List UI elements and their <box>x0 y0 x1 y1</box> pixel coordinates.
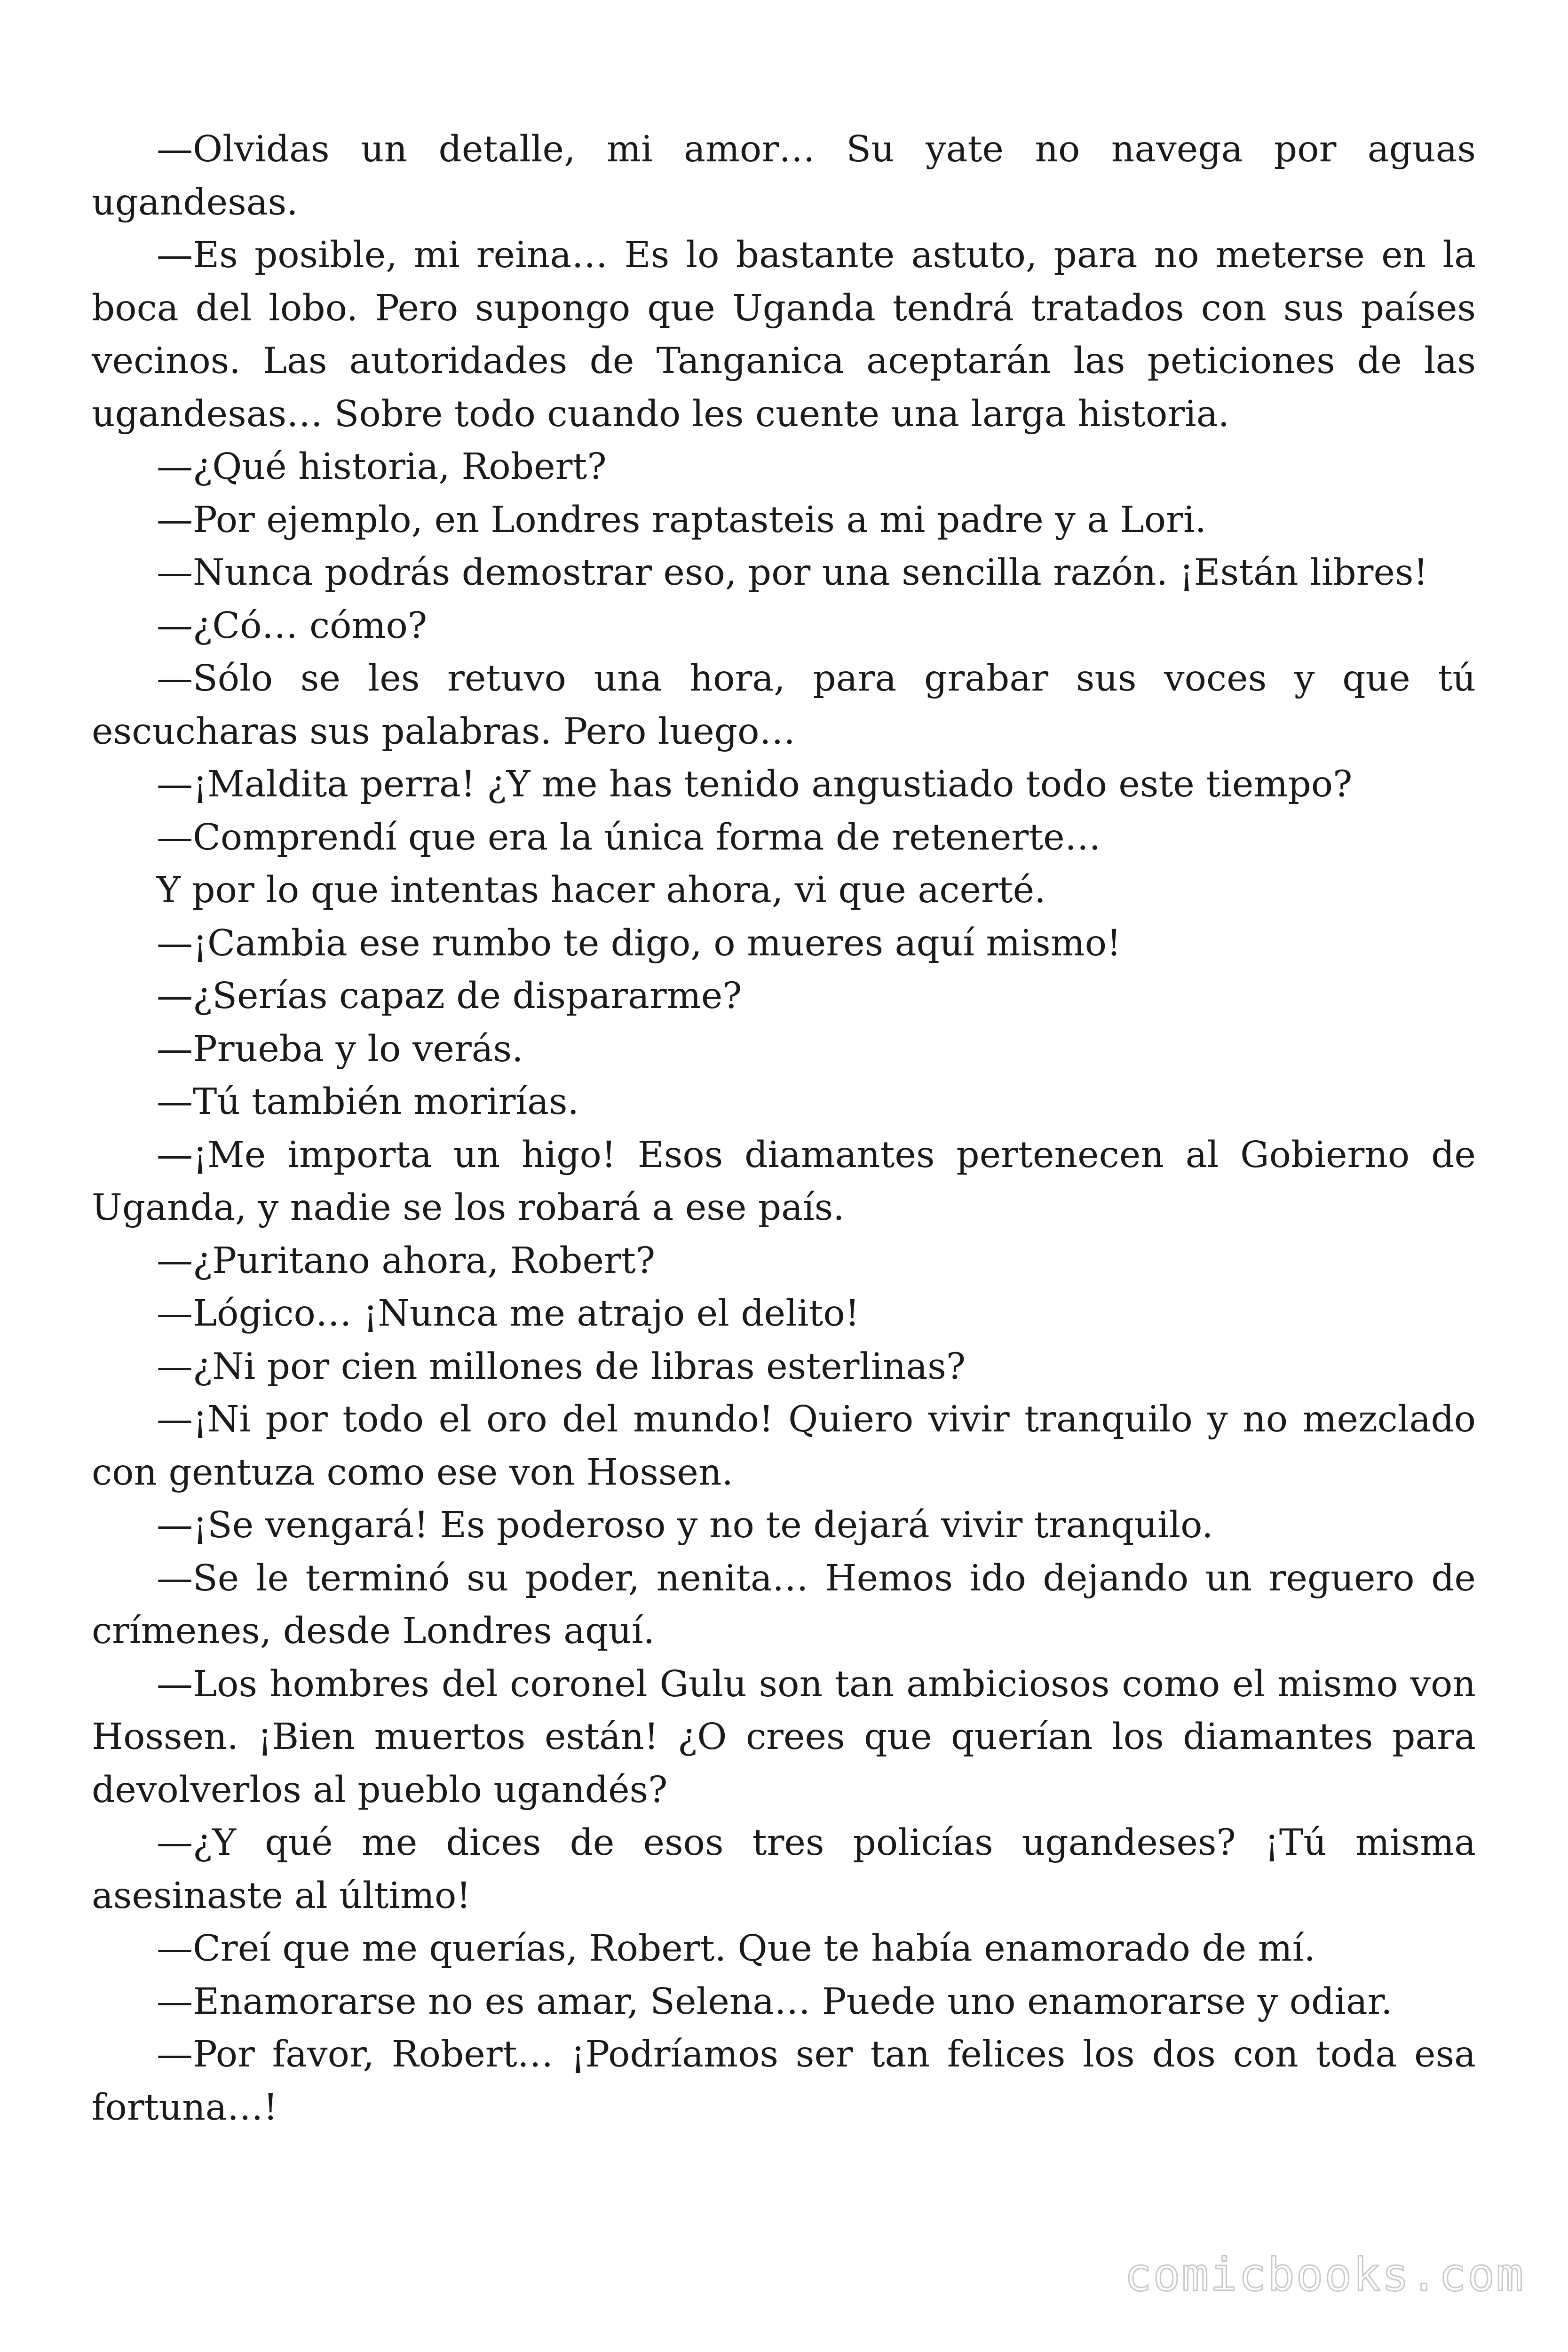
paragraph: —¡Cambia ese rumbo te digo, o mueres aquí mismo! <box>157 922 1121 964</box>
paragraph: —Por ejemplo, en Londres raptasteis a mi padre y a Lori. <box>157 499 1207 541</box>
paragraph: —¿Y qué me dices de esos tres policías ugandeses? ¡Tú misma asesinaste al último! <box>92 1822 1476 1917</box>
paragraph: —¿Puritano ahora, Robert? <box>157 1240 656 1282</box>
paragraph: —Comprendí que era la única forma de retenerte… <box>157 816 1101 858</box>
paragraph: —Prueba y lo verás. <box>157 1028 523 1070</box>
paragraph: —Por favor, Robert… ¡Podríamos ser tan felices los dos con toda esa fortuna…! <box>92 2034 1476 2129</box>
paragraph: —Se le terminó su poder, nenita… Hemos ido dejando un reguero de crímenes, desde Londres aquí. <box>92 1557 1476 1652</box>
paragraph: —¡Maldita perra! ¿Y me has tenido angustiado todo este tiempo? <box>157 763 1353 805</box>
paragraph: —Lógico… ¡Nunca me atrajo el delito! <box>157 1293 860 1335</box>
paragraph: —¡Me importa un higo! Esos diamantes pertenecen al Gobierno de Uganda, y nadie se los robará a ese país. <box>92 1134 1476 1229</box>
paragraph: —Tú también morirías. <box>157 1081 579 1123</box>
paragraph: —Enamorarse no es amar, Selena… Puede uno enamorarse y odiar. <box>157 1980 1393 2023</box>
paragraph: —Sólo se les retuvo una hora, para grabar sus voces y que tú escucharas sus palabras. Pero luego… <box>92 658 1476 753</box>
paragraph: —¿Serías capaz de dispararme? <box>157 975 742 1017</box>
paragraph: —Nunca podrás demostrar eso, por una sencilla razón. ¡Están libres! <box>157 552 1428 594</box>
paragraph: —Es posible, mi reina… Es lo bastante astuto, para no meterse en la boca del lobo. Pero supongo que Uganda tendrá tratados con sus países vecinos. Las autoridades de Tanganica aceptarán las peticiones de las ugandesas… Sobre todo cuando les cuente una larga historia. <box>92 234 1476 435</box>
paragraph: —Olvidas un detalle, mi amor… Su yate no navega por aguas ugandesas. <box>92 128 1476 223</box>
paragraph: Y por lo que intentas hacer ahora, vi que acerté. <box>157 869 1046 911</box>
paragraph: —¡Se vengará! Es poderoso y no te dejará vivir tranquilo. <box>157 1504 1213 1546</box>
paragraph: —Los hombres del coronel Gulu son tan ambiciosos como el mismo von Hossen. ¡Bien muertos están! ¿O crees que querían los diamantes para devolverlos al pueblo ugandés? <box>92 1663 1476 1811</box>
paragraph: —¿Có… cómo? <box>157 604 428 647</box>
paragraph: —¿Qué historia, Robert? <box>157 446 607 488</box>
page-body-text <box>92 123 1476 2134</box>
watermark: comicbooks.com <box>1124 2249 1525 2301</box>
paragraph: —¡Ni por todo el oro del mundo! Quiero vivir tranquilo y no mezclado con gentuza como ese von Hossen. <box>92 1398 1476 1494</box>
paragraph: —¿Ni por cien millones de libras esterlinas? <box>157 1345 966 1388</box>
paragraph: —Creí que me querías, Robert. Que te había enamorado de mí. <box>157 1928 1315 1970</box>
